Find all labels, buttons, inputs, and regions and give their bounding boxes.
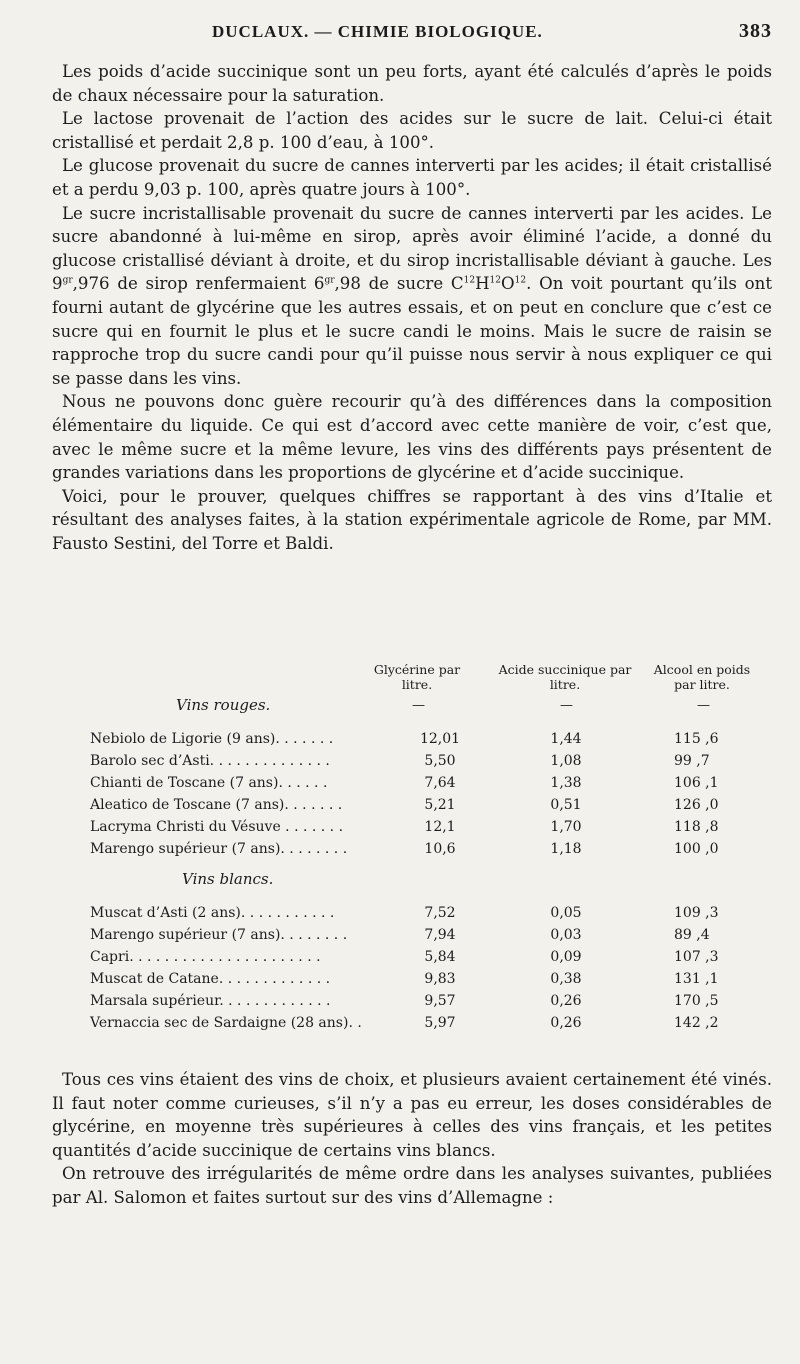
running-title: DUCLAUX. — CHIMIE BIOLOGIQUE. (212, 22, 543, 41)
glycerine-value: 12,1 (424, 819, 456, 835)
table-row (90, 968, 770, 990)
paragraph: On retrouve des irrégularités de même ordre dans les analyses suivantes, publiées par Al. Salomon et faites surtout sur des vins d’Allemagne : (52, 1164, 772, 1207)
wine-name: Lacryma Christi du Vésuve . . . . . . . (90, 819, 344, 835)
glycerine-value: 5,97 (424, 1015, 456, 1031)
wine-analysis-table (62, 662, 762, 1031)
glycerine-value: 9,83 (424, 971, 456, 987)
page-number: 383 (739, 20, 772, 42)
acide-value: 1,18 (550, 841, 582, 857)
paragraph: Voici, pour le prouver, quelques chiffres se rapportant à des vins d’Italie et résultant des analyses faites, à la station expérimentale agricole de Rome, par MM. Fausto Sestini, del Torre et Baldi. (52, 486, 772, 553)
paragraph-text: ,98 de sucre C (334, 274, 464, 294)
glycerine-value: 9,57 (424, 993, 456, 1009)
table-row (90, 1012, 770, 1034)
table-row (90, 816, 770, 838)
acide-value: 0,03 (550, 927, 582, 943)
acide-value: 0,05 (550, 905, 582, 921)
table-row (90, 794, 770, 816)
table-row (90, 902, 770, 924)
acide-value: 1,08 (550, 753, 582, 769)
table-row (90, 924, 770, 946)
alcool-value: 89 ,4 (674, 927, 710, 943)
paragraph-text: Le sucre incristallisable provenait du sucre de cannes interverti par les acides. Le sucre abandonné à lui-même en sirop, après avoir éliminé l’acide, a donné du glucose cristallisé déviant à droite, et du sirop incristallisable déviant à gauche. Les 9 (52, 203, 772, 294)
wine-name: Marsala supérieur. . . . . . . . . . . . . (90, 993, 331, 1009)
acide-value: 1,44 (550, 731, 582, 747)
subscript-12: 12 (463, 275, 476, 286)
glycerine-value: 7,52 (424, 905, 456, 921)
section-title-vins-blancs: Vins blancs. (182, 870, 274, 888)
glycerine-value: 7,94 (424, 927, 456, 943)
table-row (90, 772, 770, 794)
text-block-top (52, 60, 772, 555)
wine-name: Marengo supérieur (7 ans). . . . . . . . (90, 927, 348, 943)
acide-value: 0,51 (550, 797, 582, 813)
alcool-value: 107 ,3 (674, 949, 719, 965)
alcool-value: 126 ,0 (674, 797, 719, 813)
column-header-glycerine: Glycérine par litre. (373, 662, 461, 692)
wine-name: Marengo supérieur (7 ans). . . . . . . . (90, 841, 348, 857)
subscript-12: 12 (514, 275, 527, 286)
glycerine-value: 12,01 (419, 731, 461, 747)
acide-value: 1,70 (550, 819, 582, 835)
superscript-gr: gr (62, 275, 73, 286)
paragraph-text: . On voit pourtant qu’ils ont fourni autant de glycérine que les autres essais, et on peut en conclure que c’est ce sucre qui en fournit le plus et le sucre candi le moins. Mais le sucre de raisin se rapproche trop du sucre candi pour qu’il puisse nous servir à nous expliquer ce qui se passe dans les vins. (52, 274, 772, 388)
wine-name: Capri. . . . . . . . . . . . . . . . . . . . . . (90, 949, 321, 965)
paragraph-text: ,976 de sirop renfermaient 6 (72, 274, 325, 294)
paragraph: Tous ces vins étaient des vins de choix, et plusieurs avaient certainement été vinés. Il faut noter comme curieuses, s’il n’y a pas eu erreur, les doses considérables de glycérine, en moyenne très supérieures à celles des vins français, et les petites quantités d’acide succinique de certains vins blancs. (52, 1070, 772, 1160)
glycerine-value: 5,50 (424, 753, 456, 769)
paragraph: Les poids d’acide succinique sont un peu forts, ayant été calculés d’après le poids de chaux nécessaire pour la saturation. (52, 62, 772, 105)
alcool-value: 99 ,7 (674, 753, 710, 769)
wine-name: Vernaccia sec de Sardaigne (28 ans). . (90, 1015, 362, 1031)
paragraph: Le glucose provenait du sucre de cannes interverti par les acides; il était cristallisé et a perdu 9,03 p. 100, après quatre jours à 100°. (52, 156, 772, 199)
alcool-value: 109 ,3 (674, 905, 719, 921)
alcool-value: 131 ,1 (674, 971, 719, 987)
alcool-value: 100 ,0 (674, 841, 719, 857)
column-header-alcool: Alcool en poids par litre. (653, 662, 751, 692)
wine-name: Muscat d’Asti (2 ans). . . . . . . . . . . (90, 905, 335, 921)
glycerine-value: 10,6 (424, 841, 456, 857)
table-row (90, 750, 770, 772)
acide-value: 0,26 (550, 993, 582, 1009)
acide-value: 0,09 (550, 949, 582, 965)
wine-name: Chianti de Toscane (7 ans). . . . . . (90, 775, 328, 791)
section-title-vins-rouges: Vins rouges. (176, 696, 271, 714)
glycerine-value: 7,64 (424, 775, 456, 791)
formula-o: O (501, 274, 515, 294)
paragraph: Le lactose provenait de l’action des acides sur le sucre de lait. Celui-ci était cristallisé et perdait 2,8 p. 100 d’eau, à 100°. (52, 109, 772, 152)
alcool-value: 115 ,6 (674, 731, 719, 747)
text-block-bottom (52, 1068, 772, 1210)
table-row (90, 990, 770, 1012)
alcool-value: 106 ,1 (674, 775, 719, 791)
alcool-value: 170 ,5 (674, 993, 719, 1009)
table-row (90, 838, 770, 860)
column-dash: — (560, 698, 573, 713)
alcool-value: 142 ,2 (674, 1015, 719, 1031)
running-head (60, 20, 772, 46)
superscript-gr: gr (324, 275, 335, 286)
wine-name: Nebiolo de Ligorie (9 ans). . . . . . . (90, 731, 334, 747)
column-dash: — (697, 698, 710, 713)
wine-name: Muscat de Catane. . . . . . . . . . . . . (90, 971, 331, 987)
table-row (90, 728, 770, 750)
column-dash: — (412, 698, 425, 713)
acide-value: 0,26 (550, 1015, 582, 1031)
acide-value: 0,38 (550, 971, 582, 987)
glycerine-value: 5,84 (424, 949, 456, 965)
acide-value: 1,38 (550, 775, 582, 791)
wine-name: Barolo sec d’Asti. . . . . . . . . . . . . . (90, 753, 330, 769)
alcool-value: 118 ,8 (674, 819, 719, 835)
wine-name: Aleatico de Toscane (7 ans). . . . . . . (90, 797, 343, 813)
paragraph-sucre-incristallisable (52, 202, 772, 391)
column-header-acide: Acide succinique par litre. (498, 662, 632, 692)
table-row (90, 946, 770, 968)
subscript-12: 12 (489, 275, 501, 286)
formula-h: H (475, 274, 490, 294)
paragraph: Nous ne pouvons donc guère recourir qu’à des différences dans la composition élémentaire du liquide. Ce qui est d’accord avec cette manière de voir, c’est que, avec le même sucre et la même levure, les vins des différents pays présentent de grandes variations dans les proportions de glycérine et d’acide succinique. (52, 392, 772, 483)
glycerine-value: 5,21 (424, 797, 456, 813)
